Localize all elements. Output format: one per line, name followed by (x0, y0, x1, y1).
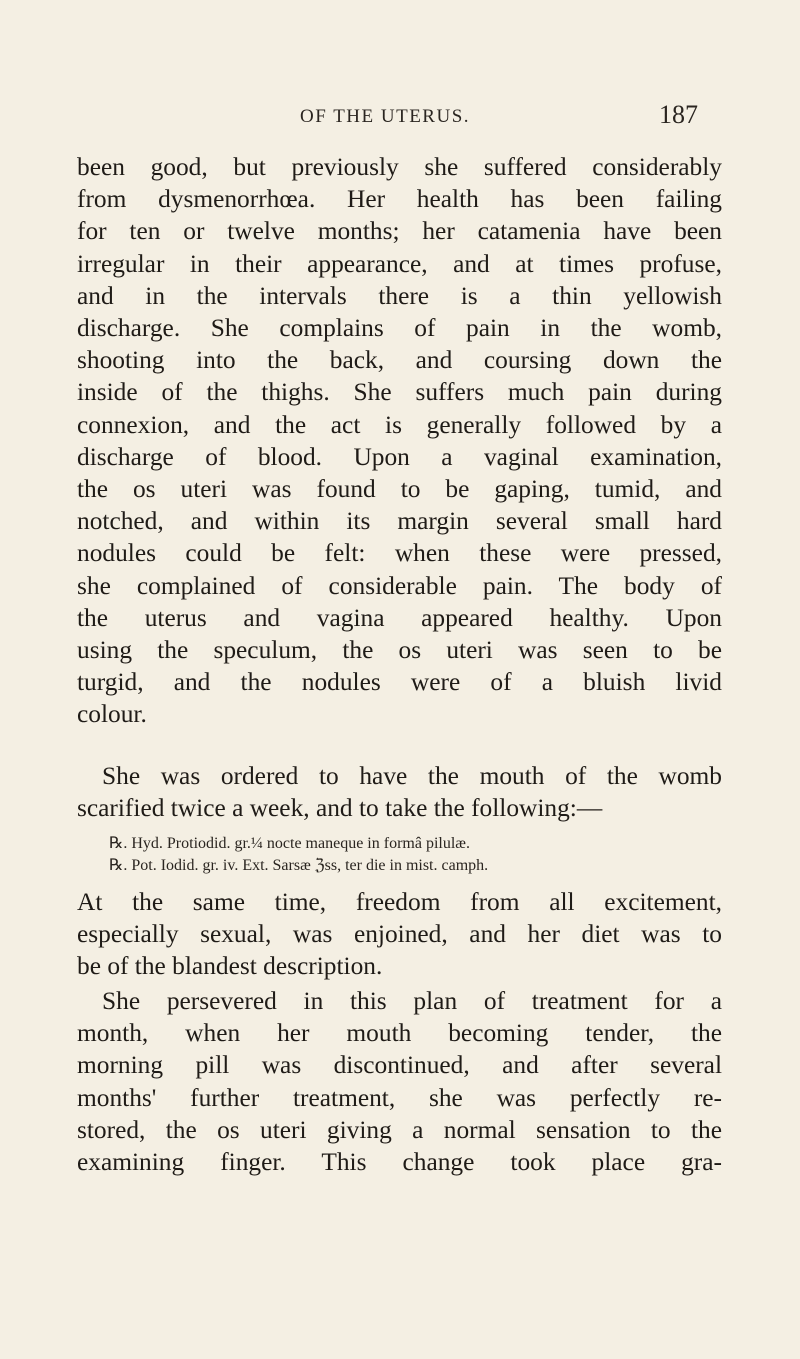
text-line: month, when her mouth becoming tender, the (77, 1019, 722, 1048)
text-line: At the same time, freedom from all excitement, (77, 888, 722, 916)
text-line: months' further treatment, she was perfectly re- (77, 1083, 722, 1112)
text-line: scarified twice a week, and to take the following:— (77, 794, 603, 823)
paragraph-1 (77, 151, 722, 731)
text-line: She persevered in this plan of treatment for a (102, 987, 722, 1015)
text-line: discharge of blood. Upon a vaginal examination, (77, 442, 722, 471)
paragraph-4 (77, 985, 722, 1178)
text-line: discharge. She complains of pain in the womb, (77, 314, 722, 343)
text-line: turgid, and the nodules were of a bluish livid (77, 668, 722, 697)
running-title: OF THE UTERUS. (300, 106, 471, 127)
text-line: especially sexual, was enjoined, and her diet was to (77, 920, 722, 949)
paragraph-2 (77, 760, 722, 824)
text-line: from dysmenorrhœa. Her health has been failing (77, 185, 722, 214)
text-line: colour. (77, 700, 147, 729)
text-line: connexion, and the act is generally followed by a (77, 410, 722, 439)
text-line: for ten or twelve months; her catamenia have been (77, 217, 722, 246)
paragraph-3 (77, 886, 722, 983)
text-line: notched, and within its margin several small hard (77, 507, 722, 536)
text-line: nodules could be felt: when these were pressed, (77, 539, 722, 568)
text-line: She was ordered to have the mouth of the womb (102, 762, 722, 790)
text-line: inside of the thighs. She suffers much pain during (77, 378, 722, 407)
prescription-2: ℞. Pot. Iodid. gr. iv. Ext. Sarsæ ℨss, ter die in mist. camph. (109, 857, 489, 874)
text-line: shooting into the back, and coursing down the (77, 346, 722, 375)
prescription-1: ℞. Hyd. Protiodid. gr.¼ nocte maneque in formâ pilulæ. (109, 835, 470, 852)
text-line: and in the intervals there is a thin yellowish (77, 281, 722, 310)
text-line: examining finger. This change took place gra- (77, 1148, 722, 1177)
text-line: be of the blandest description. (77, 952, 383, 981)
text-line: stored, the os uteri giving a normal sensation to the (77, 1115, 722, 1144)
text-line: she complained of considerable pain. The body of (77, 571, 722, 600)
text-line: using the speculum, the os uteri was seen to be (77, 636, 722, 665)
text-line: the uterus and vagina appeared healthy. Upon (77, 603, 722, 632)
text-line: the os uteri was found to be gaping, tumid, and (77, 475, 722, 504)
page-number: 187 (659, 100, 698, 129)
text-line: been good, but previously she suffered considerably (77, 153, 722, 181)
text-line: irregular in their appearance, and at times profuse, (77, 249, 722, 278)
text-line: morning pill was discontinued, and after several (77, 1051, 722, 1080)
